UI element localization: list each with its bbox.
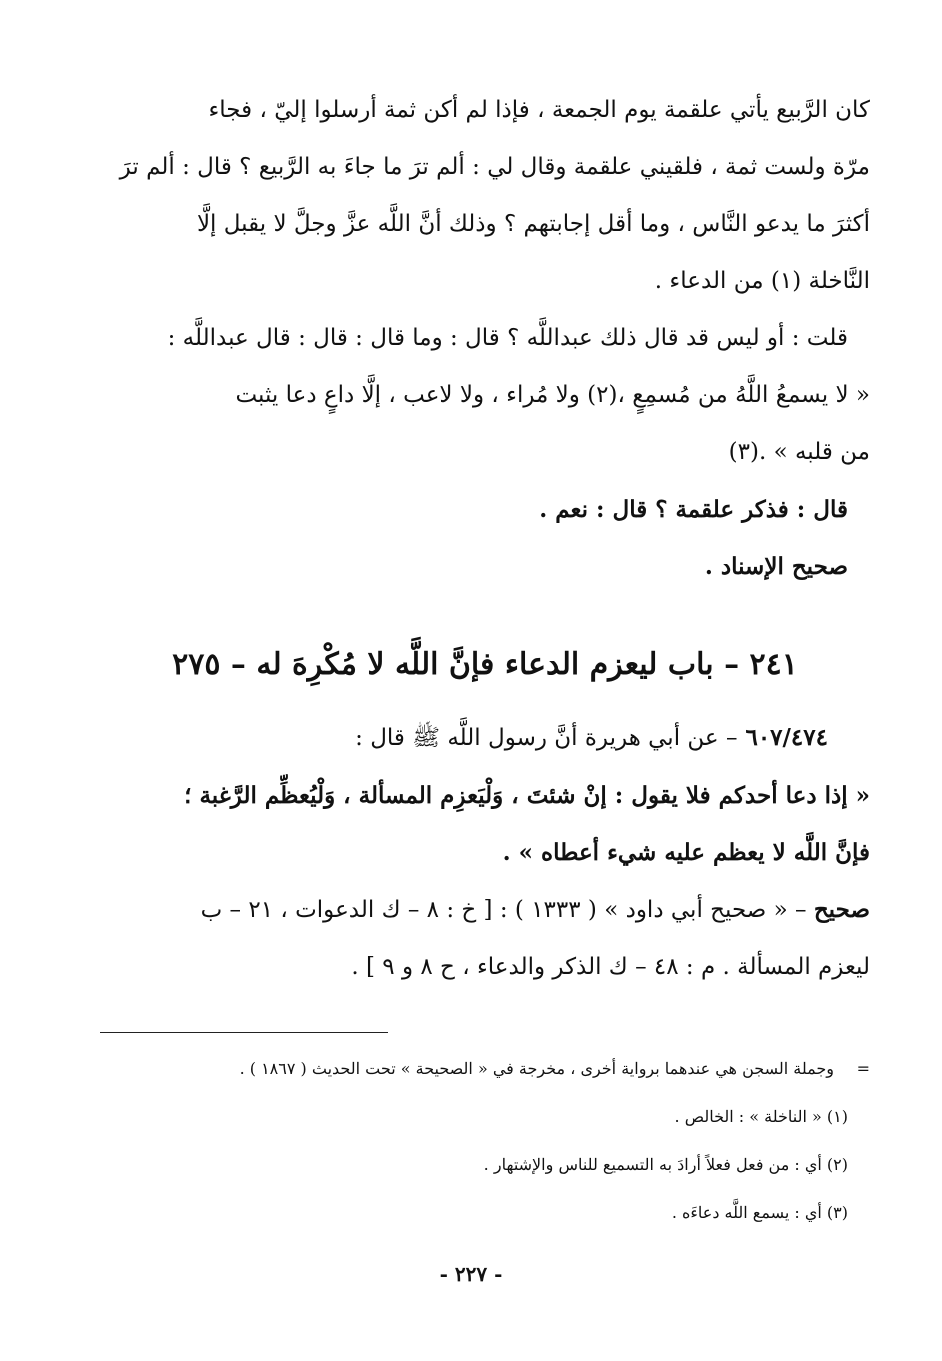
second-line-1: قلت : أو ليس قد قال ذلك عبداللَّه ؟ قال : وما قال : قال : قال عبداللَّه : xyxy=(167,325,848,351)
footnote-continuation xyxy=(100,1045,870,1093)
hadith-intro: – عن أبي هريرة أنَّ رسول اللَّه ﷺ قال : xyxy=(355,725,738,751)
second-line-2: « لا يسمعُ اللَّهُ من مُسمِعٍ ،(٢) ولا مُراء ، ولا لاعب ، إلَّا داعٍ دعا يثبت xyxy=(235,382,870,408)
page-number: - ٢٢٧ - xyxy=(439,1262,503,1286)
second-paragraph xyxy=(100,310,870,481)
third-line: قال : فذكر علقمة ؟ قال : نعم . xyxy=(539,496,848,523)
page-body xyxy=(100,82,870,1237)
footnote-2: (٢) أي : من فعل فعلاً أرادَ به التسميع للناس والإشتهار . xyxy=(483,1155,848,1174)
grading-line: صحيح الإسناد . xyxy=(704,553,848,580)
intro-line-3: أكثرَ ما يدعو النَّاس ، وما أقل إجابتهم ؟ وذلك أنَّ اللَّه عزَّ وجلَّ لا يقبل إلَّا xyxy=(196,211,870,237)
second-line-3: من قلبه » .(٣) xyxy=(728,439,870,465)
footnote-3: (٣) أي : يسمع اللَّه دعاءَه . xyxy=(671,1203,848,1222)
intro-paragraph xyxy=(100,82,870,310)
hadith-text-line-2: فإنَّ اللَّه لا يعظم عليه شيء أعطاه » . xyxy=(502,839,870,866)
hadith-number: ٦٠٧/٤٧٤ xyxy=(745,724,828,751)
intro-line-4: النَّاخلة (١) من الدعاء . xyxy=(654,268,870,294)
hadith-grading-line-2: ليعزم المسألة . م : ٤٨ – ك الذكر والدعاء ، ح ٨ و ٩ ] . xyxy=(351,954,870,980)
hadith-text-line-1: « إذا دعا أحدكم فلا يقول : إنْ شئتَ ، وَلْيَعزِم المسألة ، وَلْيُعظِّم الرَّغبة ؛ xyxy=(184,782,870,809)
continuation-marker: = xyxy=(856,1059,870,1078)
hadith-grading-line-1 xyxy=(100,881,870,939)
intro-line-1: كان الرَّبيع يأتي علقمة يوم الجمعة ، فإذا لم أكن ثمة أرسلوا إليّ ، فجاء xyxy=(208,97,870,123)
hadith-grading-label: صحيح xyxy=(813,896,870,923)
hadith-text xyxy=(100,767,870,881)
hadith-grading-rest: – « صحيح أبي داود » ( ١٣٣٣ ) : [ خ : ٨ – ك الدعوات ، ٢١ – ب xyxy=(200,897,807,923)
chapter-title: ٢٤١ – باب ليعزم الدعاء فإنَّ اللَّه لا مُكْرِهَ له – ٢٧٥ xyxy=(172,647,798,682)
hadith-header xyxy=(100,709,870,767)
hadith-grading xyxy=(100,881,870,996)
intro-line-2: مرّة ولست ثمة ، فلقيني علقمة وقال لي : ألم ترَ ما جاءَ به الرَّبيع ؟ قال : ألم ترَ xyxy=(119,154,870,180)
footnote-divider xyxy=(100,1032,388,1033)
footnote-1: (١) « الناخلة » : الخالص . xyxy=(674,1107,848,1126)
footnotes xyxy=(100,1045,870,1237)
continuation-text: وجملة السجن هي عندهما برواية أخرى ، مخرجة في « الصحيحة » تحت الحديث ( ١٨٦٧ ) . xyxy=(239,1059,834,1078)
